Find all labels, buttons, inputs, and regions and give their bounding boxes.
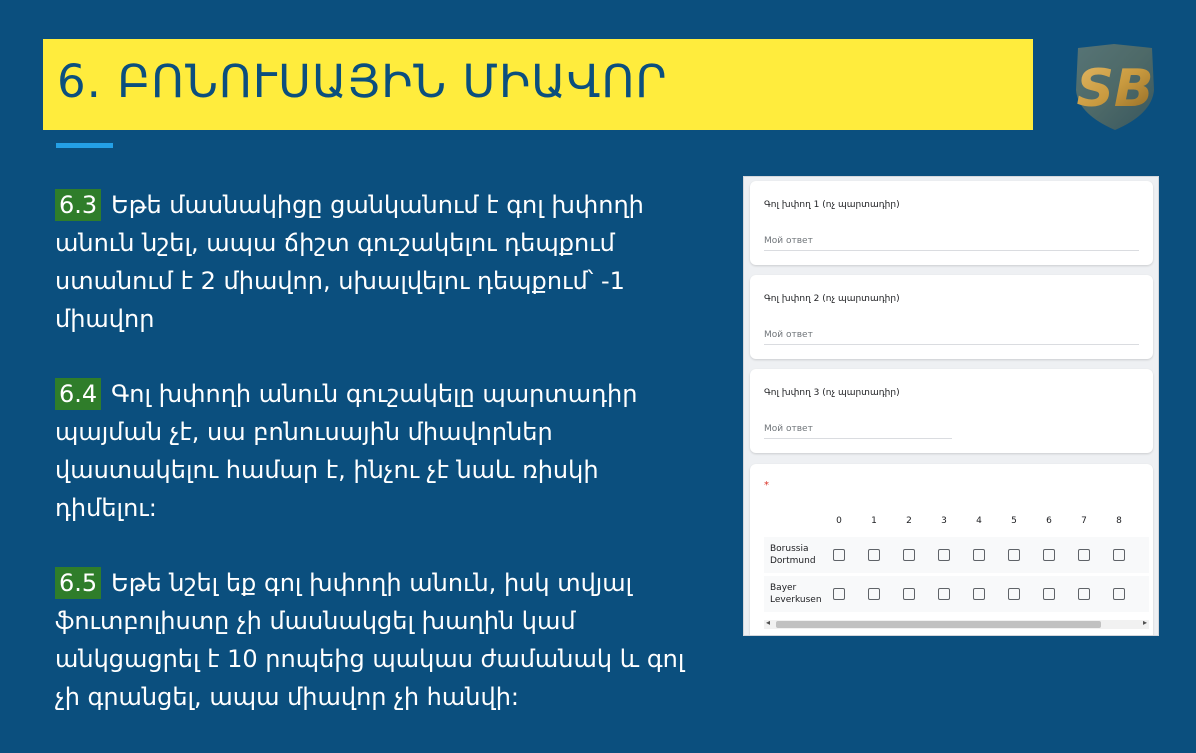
rule-number-badge: 6.5	[55, 567, 101, 599]
grid-column-header: 7	[1081, 516, 1087, 526]
required-marker: *	[764, 480, 769, 491]
rule-text: Եթե նշել եք գոլ խփողի անուն, իսկ տվյալ ֆուտբոլիստը չի մասնակցել խաղին կամ անկցացրել է 10 րոպեից պակաս ժամանակ և գոլ չի գրանցել, ապա միավոր չի հանվի:	[55, 569, 685, 711]
grid-checkbox[interactable]	[973, 549, 985, 561]
grid-checkbox[interactable]	[1078, 588, 1090, 600]
sb-logo-icon	[1070, 40, 1160, 132]
scrollbar-thumb[interactable]	[776, 621, 1101, 628]
grid-checkbox[interactable]	[938, 588, 950, 600]
grid-checkbox[interactable]	[1008, 549, 1020, 561]
rule-item	[55, 186, 705, 338]
grid-checkbox[interactable]	[903, 549, 915, 561]
horizontal-scrollbar[interactable]	[764, 620, 1149, 629]
answer-underline	[764, 438, 952, 439]
question-label: Գոլ խփող 3 (ոչ պարտադիր)	[764, 388, 900, 398]
grid-row-label: Borussia Dortmund	[770, 544, 816, 566]
grid-checkbox[interactable]	[903, 588, 915, 600]
rules-list	[55, 186, 705, 753]
rule-number-badge: 6.3	[55, 189, 101, 221]
title-bar	[43, 39, 1033, 130]
grid-column-header: 0	[836, 516, 842, 526]
grid-column-header: 5	[1011, 516, 1017, 526]
question-card	[750, 369, 1153, 453]
question-label: Գոլ խփող 2 (ոչ պարտադիր)	[764, 294, 900, 304]
grid-checkbox[interactable]	[833, 588, 845, 600]
question-card	[750, 181, 1153, 265]
grid-column-header: 8	[1116, 516, 1122, 526]
rule-text: Եթե մասնակիցը ցանկանում է գոլ խփողի անուն նշել, ապա ճիշտ գուշակելու դեպքում ստանում է 2 միավոր, սխալվելու դեպքում՝ -1 միավոր	[55, 191, 644, 333]
answer-underline	[764, 250, 1139, 251]
answer-input[interactable]: Мой ответ	[764, 330, 813, 340]
grid-checkbox[interactable]	[938, 549, 950, 561]
grid-checkbox[interactable]	[1043, 549, 1055, 561]
grid-checkbox[interactable]	[1043, 588, 1055, 600]
scroll-left-icon[interactable]: ◂	[766, 618, 771, 627]
grid-row	[764, 576, 1149, 612]
answer-input[interactable]: Мой ответ	[764, 236, 813, 246]
grid-checkbox[interactable]	[973, 588, 985, 600]
rule-item	[55, 375, 705, 527]
grid-column-header: 3	[941, 516, 947, 526]
rule-text: Գոլ խփողի անուն գուշակելը պարտադիր պայման չէ, սա բոնուսային միավորներ վաստակելու համար է, ինչու չէ նաև ռիսկի դիմելու:	[55, 380, 638, 522]
grid-checkbox[interactable]	[1113, 549, 1125, 561]
grid-column-header: 1	[871, 516, 877, 526]
rule-number-badge: 6.4	[55, 378, 101, 410]
grid-checkbox[interactable]	[1078, 549, 1090, 561]
question-label: Գոլ խփող 1 (ոչ պարտադիր)	[764, 200, 900, 210]
rule-item	[55, 564, 705, 716]
answer-underline	[764, 344, 1139, 345]
answer-input[interactable]: Мой ответ	[764, 424, 813, 434]
question-card	[750, 275, 1153, 359]
grid-checkbox[interactable]	[1113, 588, 1125, 600]
grid-checkbox[interactable]	[868, 588, 880, 600]
grid-column-header: 6	[1046, 516, 1052, 526]
grid-column-header: 2	[906, 516, 912, 526]
grid-checkbox[interactable]	[1008, 588, 1020, 600]
page-title: 6. ԲՈՆՈՒՍԱՅԻՆ ՄԻԱՎՈՐ	[57, 55, 668, 108]
grid-row	[764, 537, 1149, 573]
title-underline	[56, 143, 113, 148]
grid-row-label: Bayer Leverkusen	[770, 583, 822, 605]
grid-question-card	[750, 464, 1153, 636]
grid-checkbox[interactable]	[833, 549, 845, 561]
form-screenshot-panel	[743, 176, 1159, 636]
scroll-right-icon[interactable]: ▸	[1142, 618, 1147, 627]
svg-text:SB: SB	[1076, 59, 1154, 119]
grid-checkbox[interactable]	[868, 549, 880, 561]
grid-column-header: 4	[976, 516, 982, 526]
